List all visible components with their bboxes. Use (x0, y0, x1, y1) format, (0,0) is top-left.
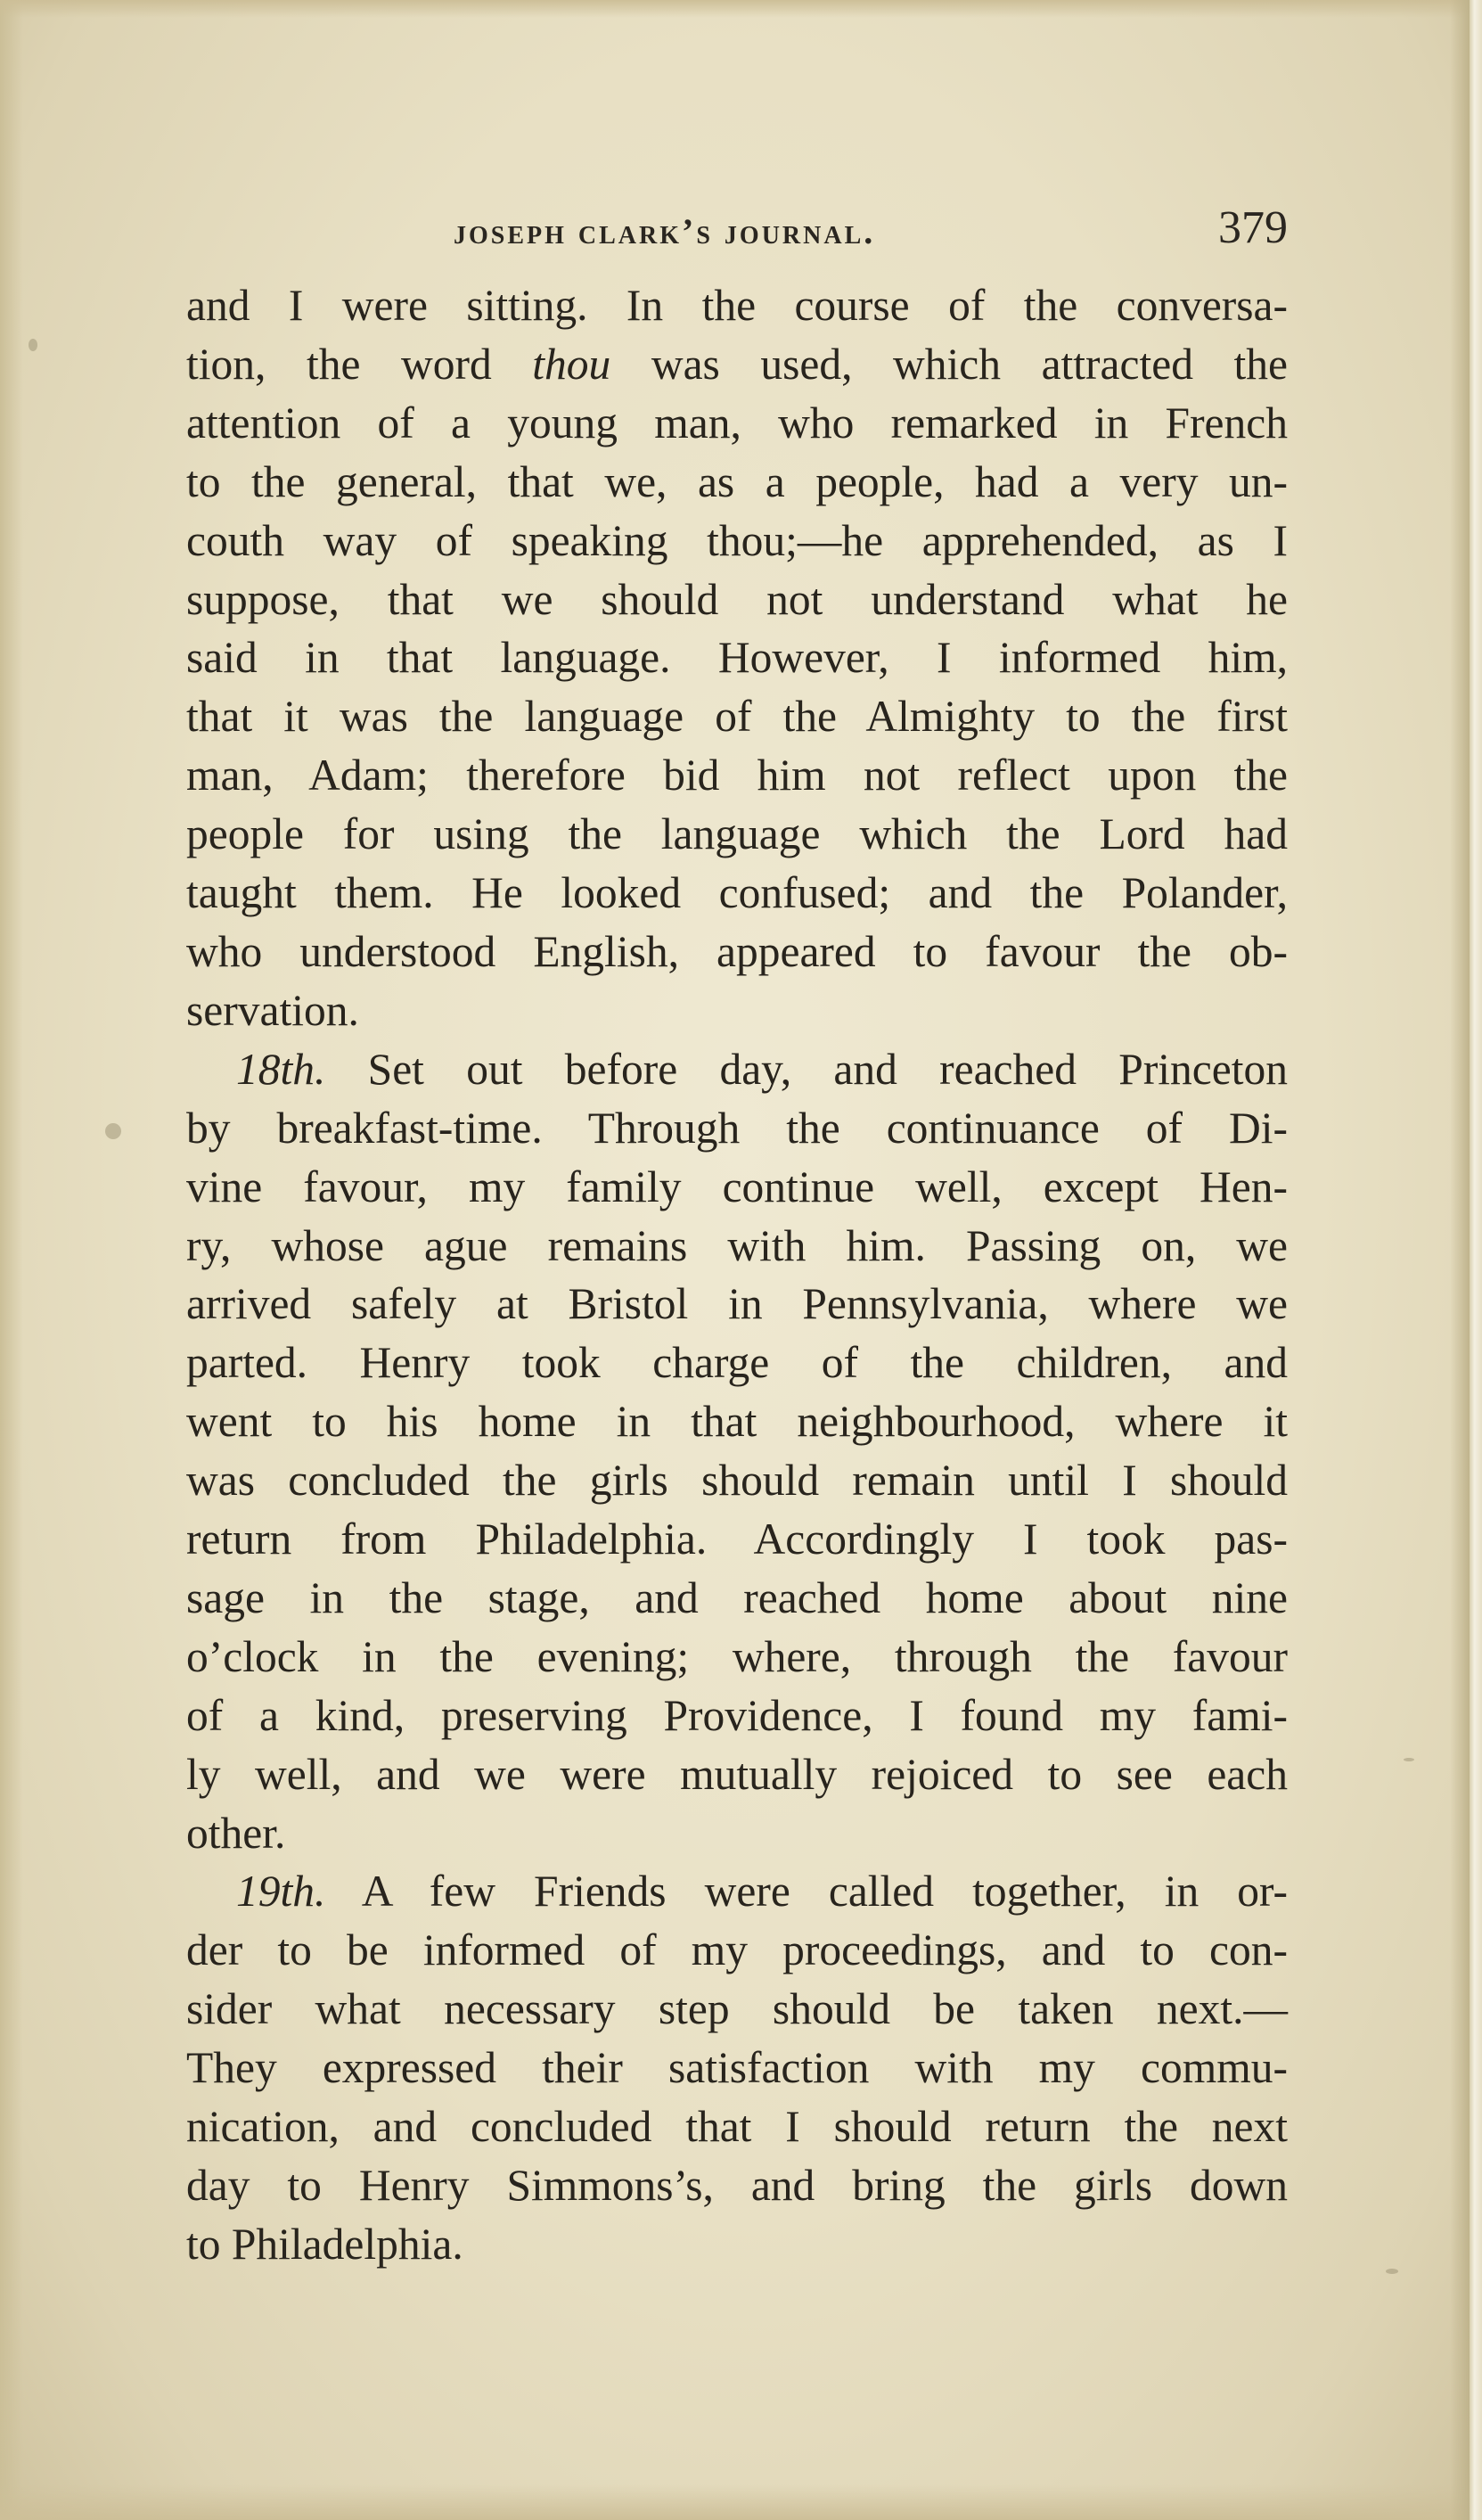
page-edge-top (0, 0, 1482, 18)
text-line: tion, the word thou was used, which attracted the (186, 339, 1288, 389)
text-line: return from Philadelphia. Accordingly I took pas- (186, 1514, 1288, 1564)
text-line: people for using the language which the Lord had (186, 809, 1288, 859)
paper-speck (29, 339, 37, 351)
journal-text (186, 276, 1288, 2274)
text-line: sage in the stage, and reached home about nine (186, 1572, 1288, 1622)
text-line: was concluded the girls should remain until I should (186, 1456, 1288, 1506)
paragraph (186, 1862, 1288, 2273)
text-line: ly well, and we were mutually rejoiced to see each (186, 1749, 1288, 1799)
text-line: that it was the language of the Almighty to the first (186, 692, 1288, 742)
text-line: other. (186, 1808, 286, 1858)
text-line: arrived safely at Bristol in Pennsylvania, where we (186, 1279, 1288, 1329)
text-line: nication, and concluded that I should return the next (186, 2102, 1288, 2152)
text-line: couth way of speaking thou;—he apprehended, as I (186, 515, 1288, 565)
paragraph (186, 276, 1288, 1040)
text-line: by breakfast-time. Through the continuance of Di- (186, 1103, 1288, 1153)
text-line: attention of a young man, who remarked in French (186, 398, 1288, 447)
page-edge-bottom (0, 2484, 1482, 2520)
entry-date: 19th. (236, 1867, 326, 1917)
text-line: went to his home in that neighbourhood, where it (186, 1397, 1288, 1447)
page-edge-left (0, 0, 23, 2520)
text-line: vine favour, my family continue well, except Hen- (186, 1161, 1288, 1211)
text-line: to Philadelphia. (186, 2219, 463, 2269)
page-header (186, 201, 1288, 264)
running-head: joseph clark’s journal. (454, 211, 876, 251)
paper-speck (1386, 2269, 1398, 2274)
text-line: day to Henry Simmons’s, and bring the girls down (186, 2161, 1288, 2210)
text-line: said in that language. However, I informed him, (186, 633, 1288, 683)
text-line: ry, whose ague remains with him. Passing on, we (186, 1220, 1288, 1270)
text-line: They expressed their satisfaction with my commu- (186, 2043, 1288, 2093)
paper-speck (105, 1123, 121, 1139)
text-line: suppose, that we should not understand what he (186, 574, 1288, 624)
text-line: who understood English, appeared to favour the ob- (186, 926, 1288, 976)
page-edge-right (1470, 0, 1482, 2520)
paper-speck (1404, 1758, 1414, 1761)
emphasized-word: thou (532, 339, 611, 389)
text-line: parted. Henry took charge of the children, and (186, 1338, 1288, 1388)
text-line: 19th. A few Friends were called together, in or- (236, 1867, 1288, 1917)
text-line: sider what necessary step should be taken next.— (186, 1984, 1288, 2034)
text-line: 18th. Set out before day, and reached Princeton (236, 1044, 1288, 1094)
page-number: 379 (1218, 202, 1288, 253)
text-line: man, Adam; therefore bid him not reflect upon the (186, 751, 1288, 800)
text-line: der to be informed of my proceedings, and to con- (186, 1925, 1288, 1975)
text-line: and I were sitting. In the course of the conversa- (186, 281, 1288, 330)
text-line: to the general, that we, as a people, had a very un- (186, 456, 1288, 506)
text-line: taught them. He looked confused; and the Polander, (186, 868, 1288, 918)
entry-date: 18th. (236, 1044, 326, 1094)
paragraph (186, 1040, 1288, 1863)
page-gutter-shadow (1450, 0, 1470, 2520)
text-line: servation. (186, 985, 359, 1035)
text-line: of a kind, preserving Providence, I found my fami- (186, 1690, 1288, 1740)
text-line: o’clock in the evening; where, through the favour (186, 1631, 1288, 1681)
